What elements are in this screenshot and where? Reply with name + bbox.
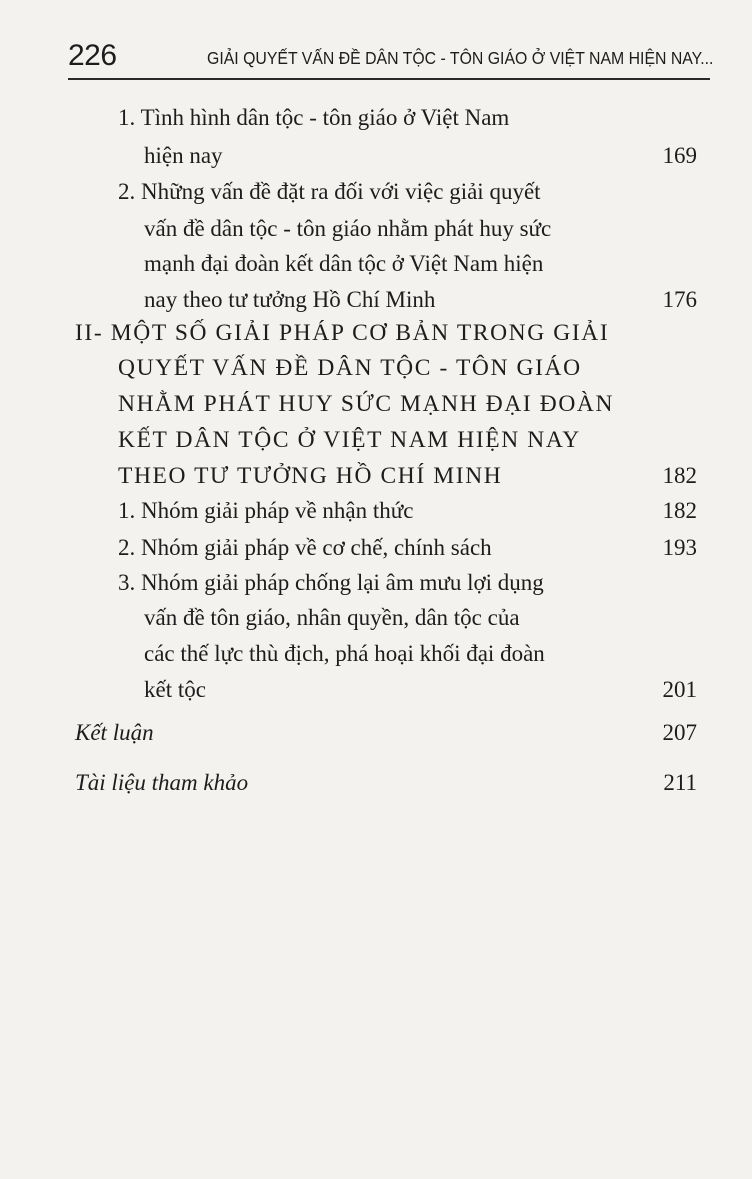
toc-section-heading: NHẰM PHÁT HUY SỨC MẠNH ĐẠI ĐOÀN bbox=[118, 391, 615, 417]
toc-line bbox=[0, 422, 752, 458]
toc-section-heading: QUYẾT VẤN ĐỀ DÂN TỘC - TÔN GIÁO bbox=[118, 355, 582, 381]
toc-page-number: 211 bbox=[663, 770, 697, 795]
toc-entry-text: 3. Nhóm giải pháp chống lại âm mưu lợi dụng bbox=[118, 570, 544, 595]
toc-page-number: 176 bbox=[662, 287, 697, 312]
toc-entry-text: nay theo tư tưởng Hồ Chí Minh bbox=[144, 287, 436, 312]
toc-line bbox=[0, 565, 752, 601]
toc-line bbox=[0, 386, 752, 422]
toc-line bbox=[0, 350, 752, 386]
toc-line bbox=[0, 715, 752, 751]
toc-section-heading: II- MỘT SỐ GIẢI PHÁP CƠ BẢN TRONG GIẢI bbox=[75, 320, 610, 346]
toc-section-heading: KẾT DÂN TỘC Ở VIỆT NAM HIỆN NAY bbox=[118, 427, 581, 453]
toc-entry-conclusion: Kết luận bbox=[75, 720, 154, 745]
toc-line bbox=[0, 174, 752, 210]
toc-page-number: 182 bbox=[662, 463, 697, 488]
toc-entry-text: các thế lực thù địch, phá hoại khối đại đoàn bbox=[144, 641, 545, 666]
toc-line bbox=[0, 672, 752, 708]
toc-entry-text: 1. Tình hình dân tộc - tôn giáo ở Việt Nam bbox=[118, 105, 510, 130]
toc-line bbox=[0, 100, 752, 136]
toc-line bbox=[0, 493, 752, 529]
toc-line bbox=[0, 458, 752, 494]
header-page-number: 226 bbox=[68, 39, 117, 72]
toc-entry-text: hiện nay bbox=[144, 143, 223, 168]
toc-entry-text: kết tộc bbox=[144, 677, 206, 702]
toc-entry-text: vấn đề dân tộc - tôn giáo nhằm phát huy sức bbox=[144, 216, 552, 241]
header-rule bbox=[68, 78, 710, 80]
toc-page-number: 182 bbox=[662, 498, 697, 523]
toc-page-number: 201 bbox=[662, 677, 697, 702]
toc-entry-text: 2. Nhóm giải pháp về cơ chế, chính sách bbox=[118, 535, 492, 560]
toc-entry-text: 2. Những vấn đề đặt ra đối với việc giải quyết bbox=[118, 179, 541, 204]
toc-line bbox=[0, 530, 752, 566]
toc-section-heading: THEO TƯ TƯỞNG HỒ CHÍ MINH bbox=[118, 463, 503, 489]
toc-page-number: 193 bbox=[662, 535, 697, 560]
toc-line bbox=[0, 246, 752, 282]
toc-line bbox=[0, 282, 752, 318]
toc-entry-text: mạnh đại đoàn kết dân tộc ở Việt Nam hiện bbox=[144, 251, 544, 276]
toc-line bbox=[0, 138, 752, 174]
toc-line bbox=[0, 636, 752, 672]
toc-page-number: 169 bbox=[662, 143, 697, 168]
toc-line bbox=[0, 765, 752, 801]
toc-line bbox=[0, 600, 752, 636]
toc-entry-text: 1. Nhóm giải pháp về nhận thức bbox=[118, 498, 414, 523]
toc-entry-text: vấn đề tôn giáo, nhân quyền, dân tộc của bbox=[144, 605, 520, 630]
header-running-title: GIẢI QUYẾT VẤN ĐỀ DÂN TỘC - TÔN GIÁO Ở VIỆT NAM HIỆN NAY... bbox=[207, 48, 714, 68]
toc-line bbox=[0, 315, 752, 351]
toc-entry-references: Tài liệu tham khảo bbox=[75, 770, 249, 795]
toc-line bbox=[0, 211, 752, 247]
toc-page-number: 207 bbox=[662, 720, 697, 745]
